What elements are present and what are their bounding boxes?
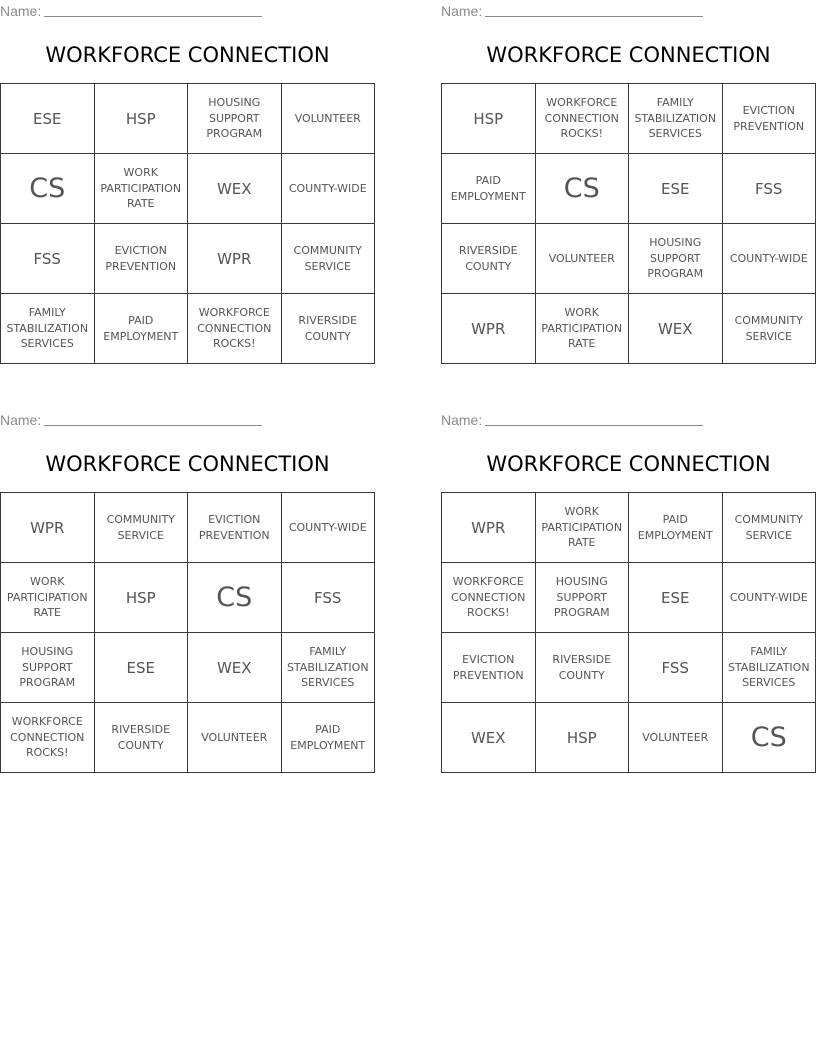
name-field[interactable] <box>0 2 270 20</box>
bingo-cell: WEX <box>188 633 282 703</box>
bingo-cell: COUNTY-WIDE <box>281 154 375 224</box>
name-label: Name: <box>0 412 42 428</box>
bingo-grid <box>441 492 816 773</box>
bingo-cell: FSS <box>1 224 95 294</box>
bingo-card <box>0 409 375 784</box>
bingo-cell: WORKFORCE CONNECTION ROCKS! <box>1 703 95 773</box>
bingo-cell: HOUSING SUPPORT PROGRAM <box>629 224 723 294</box>
bingo-grid <box>0 492 375 773</box>
bingo-cell: FSS <box>722 154 816 224</box>
bingo-cell: FSS <box>281 563 375 633</box>
bingo-cell: WPR <box>188 224 282 294</box>
bingo-cell: FAMILY STABILIZATION SERVICES <box>629 84 723 154</box>
name-blank-line[interactable] <box>485 2 703 17</box>
card-title: WORKFORCE CONNECTION <box>45 43 330 67</box>
grid-row <box>1 154 375 224</box>
grid-row <box>442 224 816 294</box>
bingo-cell: VOLUNTEER <box>535 224 629 294</box>
name-label: Name: <box>0 3 42 19</box>
grid-row <box>1 633 375 703</box>
bingo-cell: RIVERSIDE COUNTY <box>535 633 629 703</box>
bingo-cell: WORKFORCE CONNECTION ROCKS! <box>442 563 536 633</box>
bingo-cell: FAMILY STABILIZATION SERVICES <box>281 633 375 703</box>
bingo-grid <box>0 83 375 364</box>
bingo-cell: FSS <box>629 633 723 703</box>
name-label: Name: <box>441 412 483 428</box>
bingo-cell: VOLUNTEER <box>188 703 282 773</box>
bingo-cell: HOUSING SUPPORT PROGRAM <box>1 633 95 703</box>
bingo-cell: EVICTION PREVENTION <box>188 493 282 563</box>
bingo-cell: ESE <box>629 154 723 224</box>
bingo-cell: PAID EMPLOYMENT <box>442 154 536 224</box>
bingo-cell: PAID EMPLOYMENT <box>629 493 723 563</box>
bingo-cell: HOUSING SUPPORT PROGRAM <box>535 563 629 633</box>
bingo-cell: COUNTY-WIDE <box>281 493 375 563</box>
grid-row <box>1 224 375 294</box>
bingo-card <box>441 0 816 375</box>
bingo-card <box>0 0 375 375</box>
grid-row <box>1 703 375 773</box>
bingo-cell: WEX <box>188 154 282 224</box>
grid-row <box>442 493 816 563</box>
grid-row <box>1 493 375 563</box>
name-field[interactable] <box>441 411 711 429</box>
bingo-cell: CS <box>722 703 816 773</box>
grid-row <box>442 633 816 703</box>
bingo-cell: HSP <box>94 563 188 633</box>
bingo-cell: COMMUNITY SERVICE <box>722 294 816 364</box>
bingo-cell: COMMUNITY SERVICE <box>281 224 375 294</box>
bingo-cell: RIVERSIDE COUNTY <box>94 703 188 773</box>
bingo-cell: HSP <box>94 84 188 154</box>
grid-row <box>1 563 375 633</box>
bingo-cell: WORKFORCE CONNECTION ROCKS! <box>188 294 282 364</box>
bingo-cell: PAID EMPLOYMENT <box>281 703 375 773</box>
grid-row <box>1 84 375 154</box>
bingo-cell: CS <box>1 154 95 224</box>
bingo-cell: ESE <box>629 563 723 633</box>
bingo-cell: PAID EMPLOYMENT <box>94 294 188 364</box>
grid-row <box>442 294 816 364</box>
name-field[interactable] <box>0 411 270 429</box>
bingo-cell: FAMILY STABILIZATION SERVICES <box>722 633 816 703</box>
bingo-card <box>441 409 816 784</box>
bingo-cell: COUNTY-WIDE <box>722 563 816 633</box>
name-blank-line[interactable] <box>44 411 262 426</box>
bingo-cell: ESE <box>94 633 188 703</box>
name-field[interactable] <box>441 2 711 20</box>
bingo-cell: ESE <box>1 84 95 154</box>
bingo-cell: HSP <box>442 84 536 154</box>
bingo-cell: WPR <box>442 493 536 563</box>
grid-row <box>442 563 816 633</box>
bingo-cell: HOUSING SUPPORT PROGRAM <box>188 84 282 154</box>
bingo-cell: EVICTION PREVENTION <box>94 224 188 294</box>
bingo-cell: WPR <box>1 493 95 563</box>
bingo-cell: VOLUNTEER <box>281 84 375 154</box>
bingo-cell: FAMILY STABILIZATION SERVICES <box>1 294 95 364</box>
bingo-cell: WORK PARTICIPATION RATE <box>535 493 629 563</box>
bingo-cell: WORK PARTICIPATION RATE <box>94 154 188 224</box>
bingo-cell: WEX <box>442 703 536 773</box>
bingo-cell: WORK PARTICIPATION RATE <box>1 563 95 633</box>
bingo-cell: COMMUNITY SERVICE <box>94 493 188 563</box>
name-label: Name: <box>441 3 483 19</box>
bingo-cell: WORKFORCE CONNECTION ROCKS! <box>535 84 629 154</box>
bingo-cell: RIVERSIDE COUNTY <box>442 224 536 294</box>
grid-row <box>442 154 816 224</box>
card-title: WORKFORCE CONNECTION <box>486 452 771 476</box>
bingo-cell: COMMUNITY SERVICE <box>722 493 816 563</box>
name-blank-line[interactable] <box>44 2 262 17</box>
bingo-cell: CS <box>535 154 629 224</box>
bingo-grid <box>441 83 816 364</box>
bingo-cell: EVICTION PREVENTION <box>442 633 536 703</box>
bingo-cell: WEX <box>629 294 723 364</box>
grid-row <box>442 703 816 773</box>
card-title: WORKFORCE CONNECTION <box>486 43 771 67</box>
bingo-cell: VOLUNTEER <box>629 703 723 773</box>
bingo-cell: HSP <box>535 703 629 773</box>
bingo-cell: WORK PARTICIPATION RATE <box>535 294 629 364</box>
bingo-cell: COUNTY-WIDE <box>722 224 816 294</box>
bingo-cell: RIVERSIDE COUNTY <box>281 294 375 364</box>
grid-row <box>1 294 375 364</box>
grid-row <box>442 84 816 154</box>
bingo-cell: WPR <box>442 294 536 364</box>
bingo-cell: CS <box>188 563 282 633</box>
name-blank-line[interactable] <box>485 411 703 426</box>
bingo-cell: EVICTION PREVENTION <box>722 84 816 154</box>
card-title: WORKFORCE CONNECTION <box>45 452 330 476</box>
